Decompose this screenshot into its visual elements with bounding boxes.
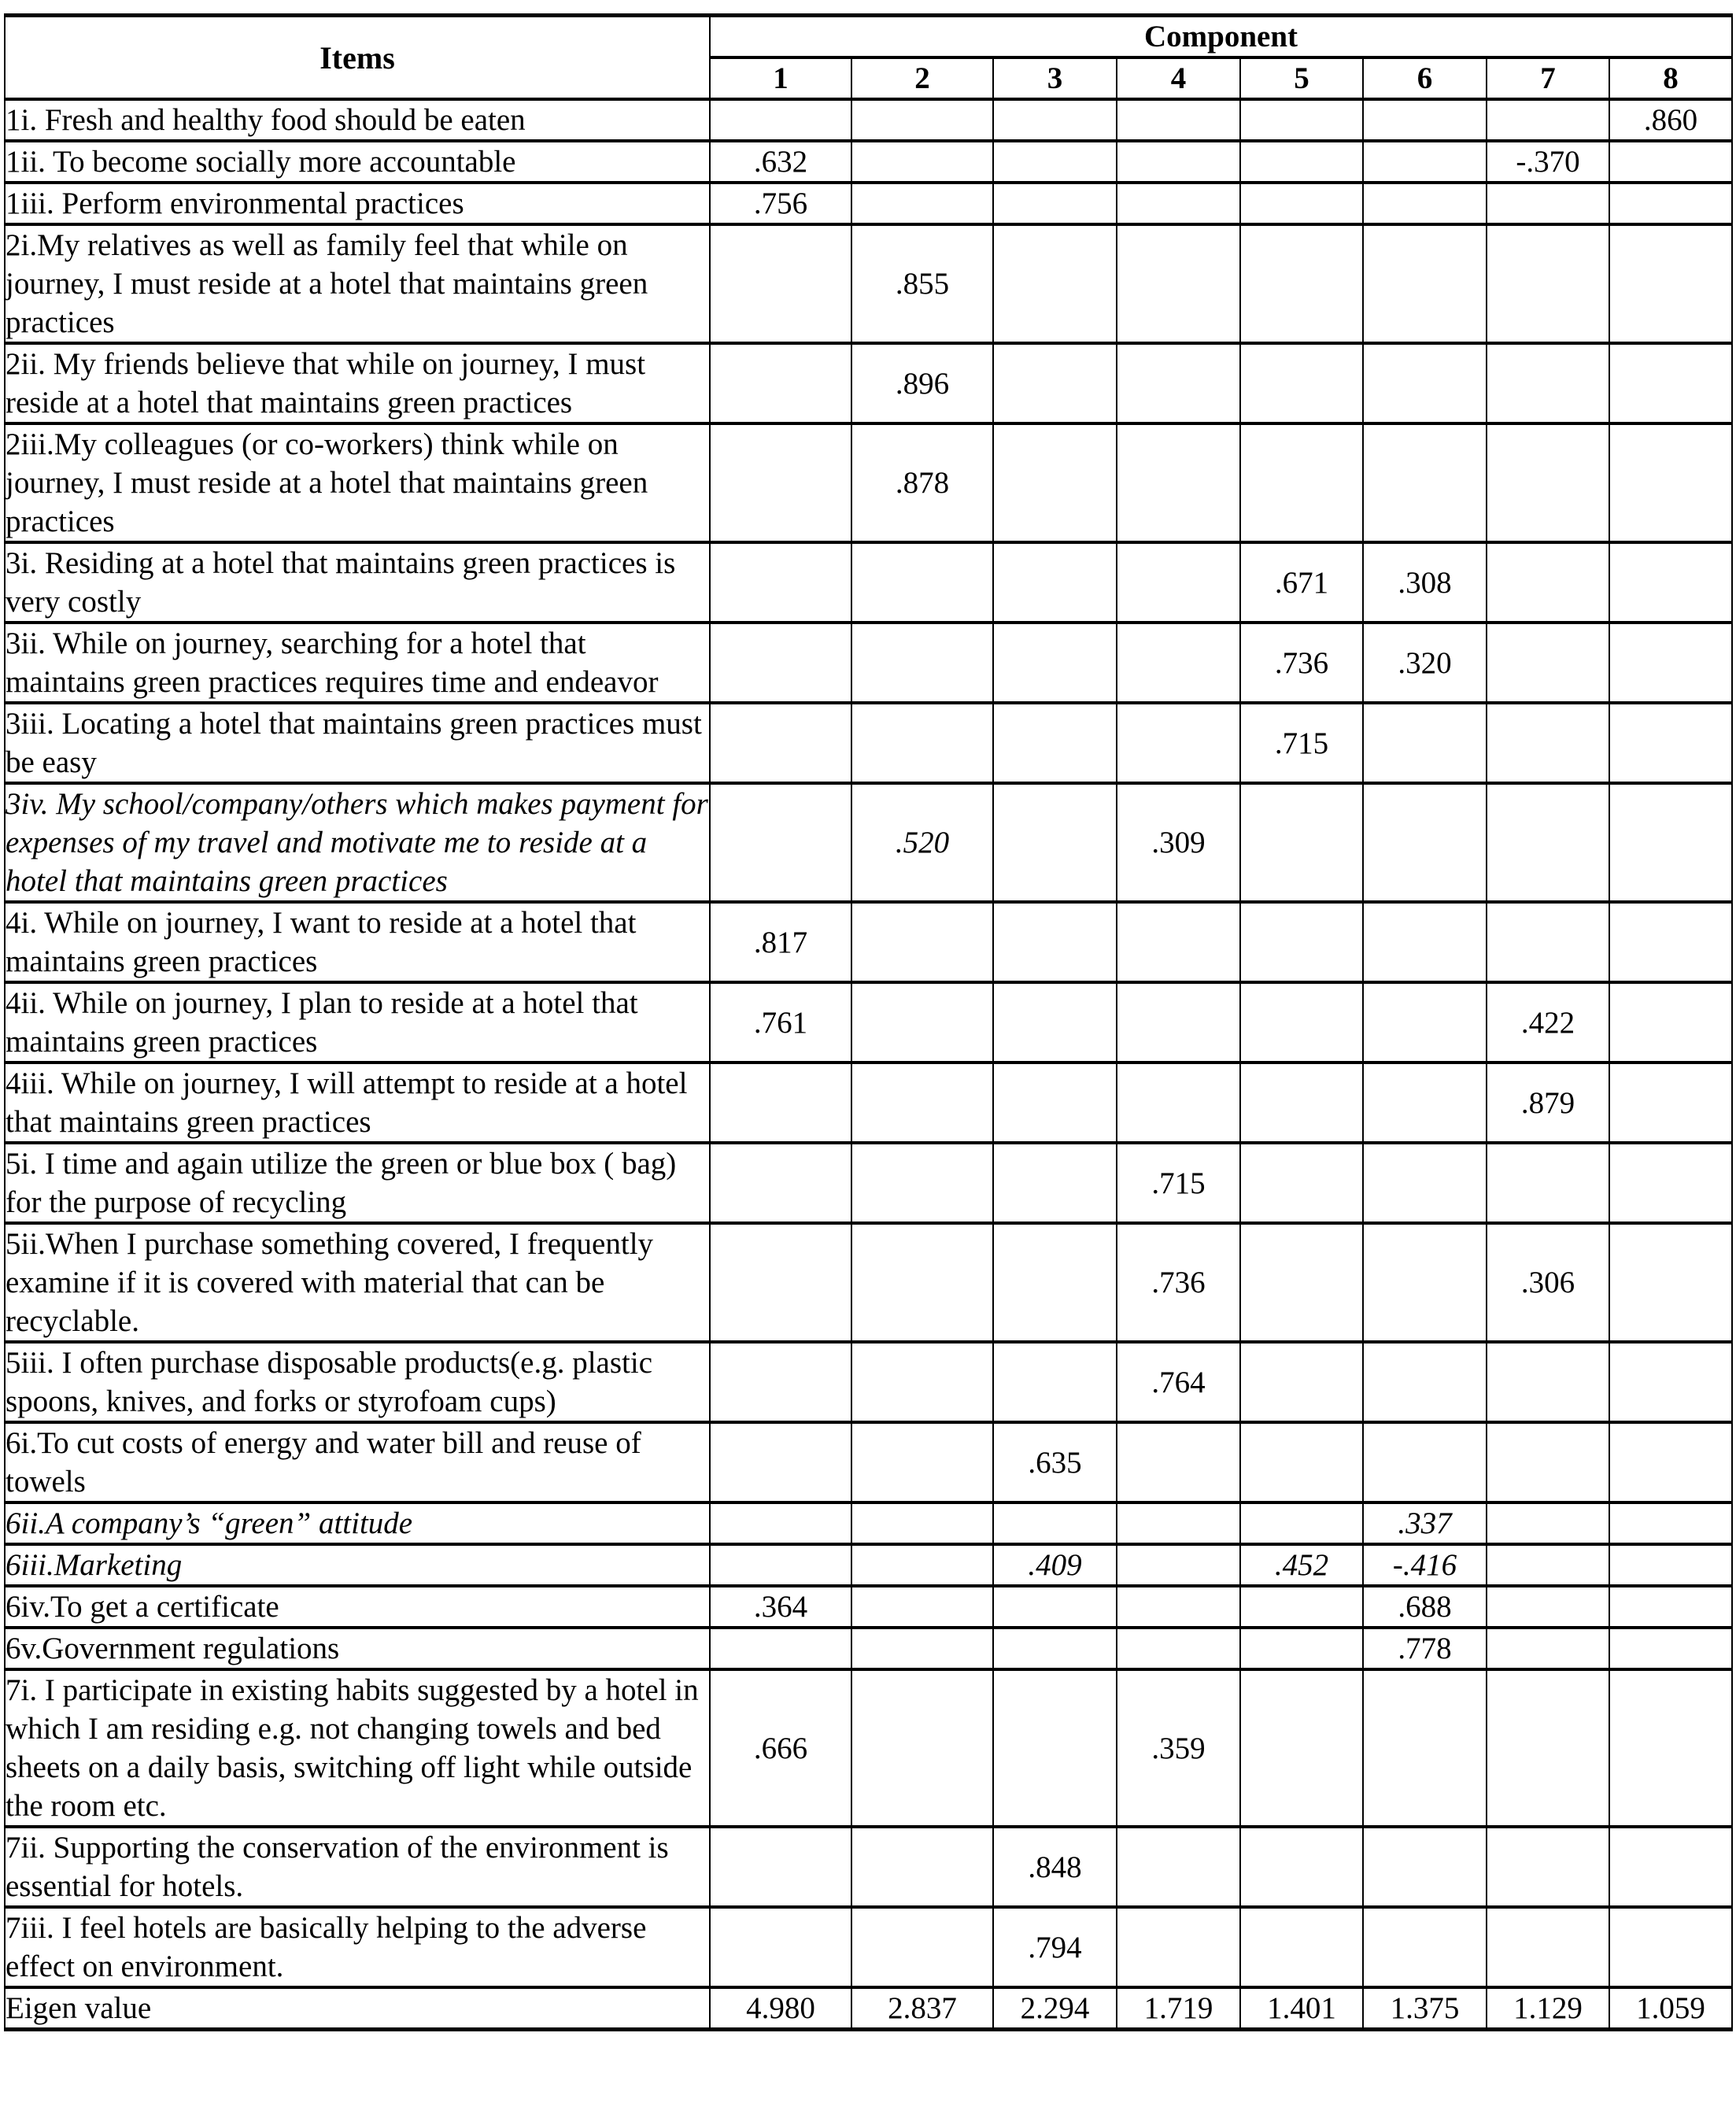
item-label: 5iii. I often purchase disposable products(e.g. plastic spoons, knives, and forks or styrofoam cups) xyxy=(5,1342,710,1422)
loading-cell xyxy=(993,623,1117,703)
loading-cell: .896 xyxy=(851,343,993,423)
loading-cell xyxy=(710,1063,851,1143)
item-label: 4ii. While on journey, I plan to reside at a hotel that maintains green practices xyxy=(5,982,710,1063)
loading-cell xyxy=(1363,982,1487,1063)
loading-cell xyxy=(1609,1827,1732,1907)
loading-cell xyxy=(710,1907,851,1987)
component-number: 7 xyxy=(1487,57,1609,99)
header-row-component xyxy=(5,16,1732,58)
loading-cell xyxy=(993,982,1117,1063)
loading-cell xyxy=(1609,1907,1732,1987)
table-row xyxy=(5,183,1732,224)
loading-cell: .666 xyxy=(710,1669,851,1827)
loading-cell xyxy=(1117,1502,1240,1544)
loading-cell xyxy=(1609,183,1732,224)
loading-cell xyxy=(710,1827,851,1907)
loading-cell xyxy=(851,1063,993,1143)
loading-cell xyxy=(1117,1628,1240,1669)
loading-cell xyxy=(1240,141,1363,183)
loading-cell xyxy=(1240,1143,1363,1223)
item-label: 7ii. Supporting the conservation of the environment is essential for hotels. xyxy=(5,1827,710,1907)
table-row xyxy=(5,141,1732,183)
loading-cell xyxy=(710,1342,851,1422)
loading-cell xyxy=(1609,141,1732,183)
loading-cell xyxy=(1609,1143,1732,1223)
item-label: 3i. Residing at a hotel that maintains green practices is very costly xyxy=(5,542,710,623)
eigen-value: 1.059 xyxy=(1609,1987,1732,2030)
table-row xyxy=(5,1422,1732,1502)
table-row xyxy=(5,783,1732,902)
item-label: 7i. I participate in existing habits suggested by a hotel in which I am residing e.g. not changing towels and bed sheets on a daily basis, switching off light while outside the room etc. xyxy=(5,1669,710,1827)
loading-cell xyxy=(710,542,851,623)
loading-cell xyxy=(993,1143,1117,1223)
eigen-value: 2.294 xyxy=(993,1987,1117,2030)
loading-cell xyxy=(993,1063,1117,1143)
loading-cell xyxy=(1609,703,1732,783)
loading-cell: .817 xyxy=(710,902,851,982)
loading-cell xyxy=(1609,623,1732,703)
loading-cell xyxy=(993,703,1117,783)
loading-cell xyxy=(1363,343,1487,423)
item-label: 3ii. While on journey, searching for a hotel that maintains green practices requires time and endeavor xyxy=(5,623,710,703)
loading-cell xyxy=(1609,542,1732,623)
loading-cell xyxy=(851,982,993,1063)
eigen-value: 1.375 xyxy=(1363,1987,1487,2030)
loading-cell xyxy=(1363,99,1487,141)
loading-cell xyxy=(710,783,851,902)
loading-cell xyxy=(1609,343,1732,423)
loading-cell: .452 xyxy=(1240,1544,1363,1586)
item-label: 7iii. I feel hotels are basically helping to the adverse effect on environment. xyxy=(5,1907,710,1987)
item-label: 4iii. While on journey, I will attempt to reside at a hotel that maintains green practices xyxy=(5,1063,710,1143)
loading-cell xyxy=(1487,1342,1609,1422)
item-label: 2ii. My friends believe that while on journey, I must reside at a hotel that maintains green practices xyxy=(5,343,710,423)
table-row xyxy=(5,1143,1732,1223)
loading-cell xyxy=(710,224,851,343)
items-header: Items xyxy=(5,16,710,100)
component-number: 3 xyxy=(993,57,1117,99)
loading-cell: .364 xyxy=(710,1586,851,1628)
eigen-value-row xyxy=(5,1987,1732,2030)
loading-cell xyxy=(1487,1907,1609,1987)
loading-cell: .715 xyxy=(1240,703,1363,783)
loading-cell xyxy=(1487,224,1609,343)
loading-cell: .761 xyxy=(710,982,851,1063)
loading-cell: .756 xyxy=(710,183,851,224)
loading-cell: .320 xyxy=(1363,623,1487,703)
loading-cell xyxy=(993,343,1117,423)
loading-cell xyxy=(1240,1669,1363,1827)
loading-cell xyxy=(1487,542,1609,623)
loading-cell xyxy=(1487,423,1609,542)
loading-cell: .688 xyxy=(1363,1586,1487,1628)
loading-cell xyxy=(1609,1422,1732,1502)
loading-cell: .422 xyxy=(1487,982,1609,1063)
loading-cell xyxy=(1487,99,1609,141)
loading-cell: .855 xyxy=(851,224,993,343)
loading-cell xyxy=(1609,1502,1732,1544)
table-row xyxy=(5,99,1732,141)
eigen-value: 1.401 xyxy=(1240,1987,1363,2030)
loading-cell xyxy=(851,1827,993,1907)
loading-cell: .848 xyxy=(993,1827,1117,1907)
loading-cell xyxy=(1487,1544,1609,1586)
loading-cell xyxy=(1117,1422,1240,1502)
loading-cell xyxy=(851,1586,993,1628)
table-row xyxy=(5,703,1732,783)
loading-cell xyxy=(1609,1669,1732,1827)
loading-cell: .860 xyxy=(1609,99,1732,141)
item-label: 3iv. My school/company/others which makes payment for expenses of my travel and motivate me to reside at a hotel that maintains green practices xyxy=(5,783,710,902)
loading-cell xyxy=(851,1342,993,1422)
loading-cell xyxy=(710,1422,851,1502)
loading-cell xyxy=(1363,783,1487,902)
loading-cell xyxy=(1363,1827,1487,1907)
loading-cell xyxy=(1487,1628,1609,1669)
loading-cell xyxy=(993,1223,1117,1342)
loading-cell xyxy=(710,623,851,703)
loading-cell xyxy=(851,542,993,623)
loading-cell xyxy=(1117,1586,1240,1628)
loading-cell xyxy=(993,141,1117,183)
loading-cell xyxy=(1240,1502,1363,1544)
loading-cell xyxy=(1363,1063,1487,1143)
loading-cell: .736 xyxy=(1240,623,1363,703)
loading-cell xyxy=(1363,423,1487,542)
eigen-value: 2.837 xyxy=(851,1987,993,2030)
loading-cell xyxy=(1117,1544,1240,1586)
loading-cell xyxy=(993,1586,1117,1628)
loading-cell xyxy=(1609,423,1732,542)
loading-cell xyxy=(710,1502,851,1544)
loading-cell xyxy=(851,1907,993,1987)
loading-cell xyxy=(851,902,993,982)
loading-cell xyxy=(1609,1628,1732,1669)
loading-cell xyxy=(1487,1422,1609,1502)
loading-cell xyxy=(1117,902,1240,982)
loading-cell xyxy=(993,1502,1117,1544)
component-number: 6 xyxy=(1363,57,1487,99)
item-label: 2i.My relatives as well as family feel that while on journey, I must reside at a hotel that maintains green practices xyxy=(5,224,710,343)
loading-cell: .520 xyxy=(851,783,993,902)
loading-cell xyxy=(1240,1223,1363,1342)
loading-cell xyxy=(1240,982,1363,1063)
loading-cell xyxy=(1240,183,1363,224)
loading-cell xyxy=(993,1628,1117,1669)
component-number: 1 xyxy=(710,57,851,99)
item-label: 1ii. To become socially more accountable xyxy=(5,141,710,183)
loading-cell xyxy=(1487,1143,1609,1223)
loading-cell xyxy=(993,902,1117,982)
loading-cell xyxy=(1487,183,1609,224)
loading-cell xyxy=(1609,1063,1732,1143)
loading-cell xyxy=(1117,99,1240,141)
loading-cell xyxy=(710,99,851,141)
loading-cell xyxy=(1117,623,1240,703)
loading-cell xyxy=(993,224,1117,343)
loading-cell xyxy=(1609,982,1732,1063)
loading-cell xyxy=(851,703,993,783)
loading-cell xyxy=(1609,1342,1732,1422)
loading-cell xyxy=(1609,902,1732,982)
table-row xyxy=(5,1544,1732,1586)
item-label: 5i. I time and again utilize the green or blue box ( bag) for the purpose of recycling xyxy=(5,1143,710,1223)
loading-cell xyxy=(1117,224,1240,343)
loading-cell: .409 xyxy=(993,1544,1117,1586)
loading-cell xyxy=(710,1628,851,1669)
loading-cell xyxy=(1609,1223,1732,1342)
eigen-value: 4.980 xyxy=(710,1987,851,2030)
loading-cell xyxy=(1487,703,1609,783)
loading-cell xyxy=(851,1628,993,1669)
loading-cell xyxy=(851,1143,993,1223)
loading-cell xyxy=(1117,703,1240,783)
loading-cell xyxy=(851,1422,993,1502)
loading-cell: .736 xyxy=(1117,1223,1240,1342)
loading-cell xyxy=(1240,1907,1363,1987)
loading-cell xyxy=(1363,1223,1487,1342)
item-label: 1i. Fresh and healthy food should be eaten xyxy=(5,99,710,141)
loading-cell xyxy=(1363,1907,1487,1987)
table-row xyxy=(5,1586,1732,1628)
loading-cell xyxy=(1363,141,1487,183)
item-label: 6v.Government regulations xyxy=(5,1628,710,1669)
loading-cell xyxy=(1609,1544,1732,1586)
loading-cell: .778 xyxy=(1363,1628,1487,1669)
item-label: 5ii.When I purchase something covered, I frequently examine if it is covered with material that can be recyclable. xyxy=(5,1223,710,1342)
table-row xyxy=(5,1907,1732,1987)
loading-cell xyxy=(993,183,1117,224)
item-label: 3iii. Locating a hotel that maintains green practices must be easy xyxy=(5,703,710,783)
loading-cell xyxy=(1363,902,1487,982)
loading-cell xyxy=(993,1342,1117,1422)
loading-cell: .671 xyxy=(1240,542,1363,623)
table-row xyxy=(5,423,1732,542)
loading-cell xyxy=(1487,1669,1609,1827)
table-row xyxy=(5,1827,1732,1907)
loading-cell: .306 xyxy=(1487,1223,1609,1342)
loading-cell: .878 xyxy=(851,423,993,542)
loading-cell xyxy=(710,1223,851,1342)
item-label: 6iv.To get a certificate xyxy=(5,1586,710,1628)
loading-cell xyxy=(1117,1907,1240,1987)
table-row xyxy=(5,1342,1732,1422)
loading-cell xyxy=(1363,1342,1487,1422)
loading-cell xyxy=(1487,1502,1609,1544)
table-row xyxy=(5,1502,1732,1544)
eigen-value-label: Eigen value xyxy=(5,1987,710,2030)
loading-cell xyxy=(1363,224,1487,343)
loading-cell xyxy=(1487,902,1609,982)
component-number: 2 xyxy=(851,57,993,99)
eigen-value: 1.719 xyxy=(1117,1987,1240,2030)
eigen-value: 1.129 xyxy=(1487,1987,1609,2030)
loading-cell: -.416 xyxy=(1363,1544,1487,1586)
table-row xyxy=(5,542,1732,623)
component-header: Component xyxy=(710,16,1732,58)
loading-cell xyxy=(993,423,1117,542)
loading-cell xyxy=(993,783,1117,902)
loading-cell xyxy=(1240,423,1363,542)
table-row xyxy=(5,343,1732,423)
loading-cell xyxy=(1240,224,1363,343)
loading-cell xyxy=(993,99,1117,141)
item-label: 6i.To cut costs of energy and water bill and reuse of towels xyxy=(5,1422,710,1502)
loading-cell xyxy=(851,99,993,141)
loading-cell xyxy=(1240,1342,1363,1422)
table-row xyxy=(5,623,1732,703)
loading-cell xyxy=(1609,783,1732,902)
loading-cell xyxy=(1117,343,1240,423)
loading-cell xyxy=(1363,1422,1487,1502)
loading-cell xyxy=(1487,1586,1609,1628)
loading-cell xyxy=(851,1544,993,1586)
loading-cell xyxy=(851,1502,993,1544)
loading-cell xyxy=(1363,183,1487,224)
loading-cell: .632 xyxy=(710,141,851,183)
loading-cell: -.370 xyxy=(1487,141,1609,183)
loading-cell xyxy=(710,423,851,542)
loading-cell xyxy=(1240,902,1363,982)
loading-cell xyxy=(710,343,851,423)
loading-cell xyxy=(1609,224,1732,343)
loading-cell: .715 xyxy=(1117,1143,1240,1223)
loading-cell xyxy=(1240,1628,1363,1669)
loading-cell xyxy=(1363,1143,1487,1223)
loading-cell xyxy=(1240,783,1363,902)
loading-cell xyxy=(710,1544,851,1586)
loading-cell: .879 xyxy=(1487,1063,1609,1143)
component-number: 8 xyxy=(1609,57,1732,99)
loading-cell xyxy=(710,1143,851,1223)
loading-cell xyxy=(1240,1586,1363,1628)
loading-cell: .309 xyxy=(1117,783,1240,902)
table-row xyxy=(5,902,1732,982)
item-label: 6iii.Marketing xyxy=(5,1544,710,1586)
loading-cell: .764 xyxy=(1117,1342,1240,1422)
loading-cell: .308 xyxy=(1363,542,1487,623)
loading-cell: .635 xyxy=(993,1422,1117,1502)
loading-cell xyxy=(1240,99,1363,141)
loading-cell xyxy=(851,623,993,703)
loading-cell xyxy=(1363,703,1487,783)
table-row xyxy=(5,982,1732,1063)
loading-cell xyxy=(1240,1827,1363,1907)
table-row xyxy=(5,1223,1732,1342)
loading-cell xyxy=(1487,623,1609,703)
loading-cell xyxy=(1487,783,1609,902)
item-label: 2iii.My colleagues (or co-workers) think while on journey, I must reside at a hotel that maintains green practices xyxy=(5,423,710,542)
component-number: 4 xyxy=(1117,57,1240,99)
loading-cell xyxy=(1487,1827,1609,1907)
loading-cell xyxy=(851,1669,993,1827)
loading-cell xyxy=(1117,1827,1240,1907)
loading-cell: .794 xyxy=(993,1907,1117,1987)
item-label: 6ii.A company’s “green” attitude xyxy=(5,1502,710,1544)
factor-loadings-table xyxy=(4,13,1733,2031)
loading-cell xyxy=(851,183,993,224)
loading-cell xyxy=(1609,1586,1732,1628)
table-body xyxy=(5,99,1732,1987)
loading-cell xyxy=(1487,343,1609,423)
component-number: 5 xyxy=(1240,57,1363,99)
table-row xyxy=(5,1628,1732,1669)
item-label: 1iii. Perform environmental practices xyxy=(5,183,710,224)
loading-cell xyxy=(1240,1422,1363,1502)
loading-cell: .337 xyxy=(1363,1502,1487,1544)
loading-cell xyxy=(1363,1669,1487,1827)
table-row xyxy=(5,224,1732,343)
loading-cell xyxy=(1117,141,1240,183)
table-row xyxy=(5,1669,1732,1827)
loading-cell: .359 xyxy=(1117,1669,1240,1827)
loading-cell xyxy=(1240,1063,1363,1143)
item-label: 4i. While on journey, I want to reside at a hotel that maintains green practices xyxy=(5,902,710,982)
loading-cell xyxy=(993,1669,1117,1827)
loading-cell xyxy=(1117,183,1240,224)
loading-cell xyxy=(1240,343,1363,423)
loading-cell xyxy=(710,703,851,783)
loading-cell xyxy=(1117,1063,1240,1143)
loading-cell xyxy=(1117,423,1240,542)
loading-cell xyxy=(993,542,1117,623)
loading-cell xyxy=(1117,542,1240,623)
loading-cell xyxy=(1117,982,1240,1063)
loading-cell xyxy=(851,141,993,183)
table-row xyxy=(5,1063,1732,1143)
loading-cell xyxy=(851,1223,993,1342)
